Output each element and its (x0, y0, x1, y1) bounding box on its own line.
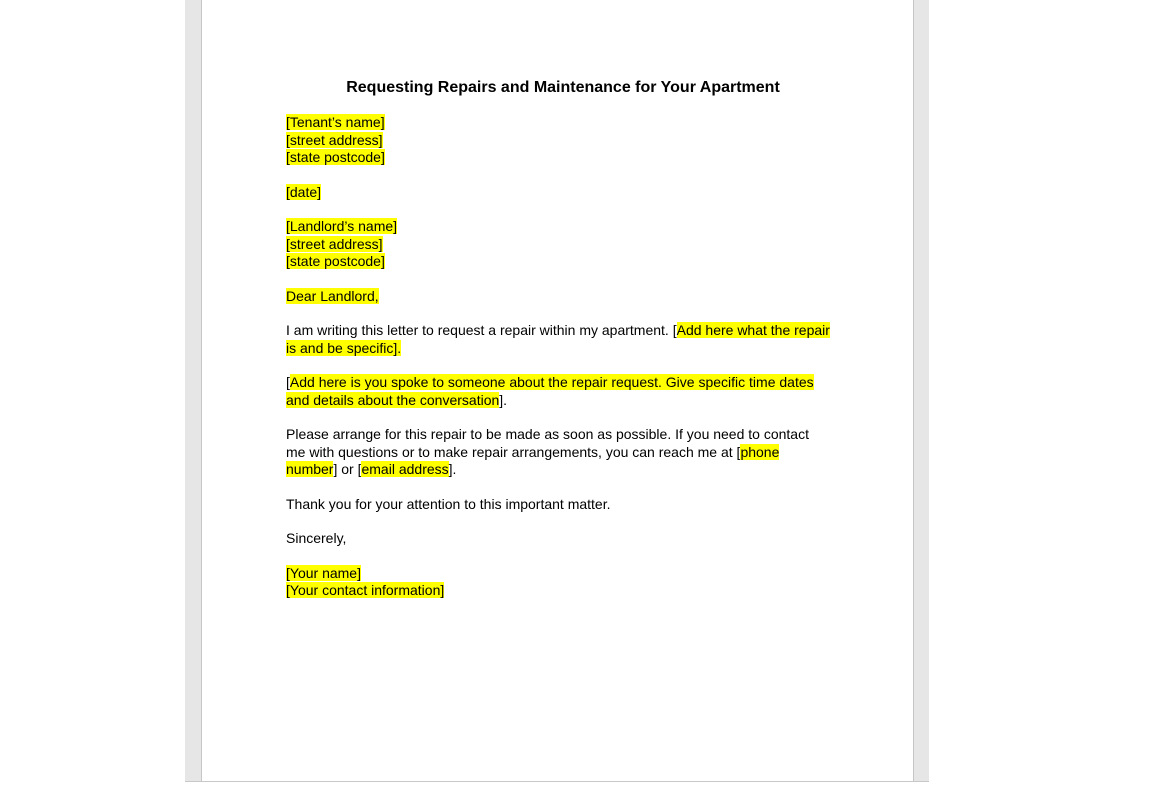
email-placeholder: email address (361, 461, 449, 477)
date-block (286, 184, 834, 202)
closing-text: Sincerely, (286, 530, 347, 546)
paragraph-conversation (286, 374, 834, 409)
letter-date: [date] (286, 183, 322, 200)
p1-placeholder-1: Add here what the repair (676, 322, 830, 338)
landlord-state: [state postcode] (286, 253, 385, 269)
tenant-street: [street address] (286, 131, 383, 148)
p2-open: [ (286, 374, 290, 390)
salutation: Dear Landlord, (286, 287, 379, 304)
phone-placeholder-2: number (286, 461, 334, 477)
p3-end: ]. (448, 461, 457, 477)
paragraph-contact (286, 426, 834, 479)
thanks-text: Thank you for your attention to this important matter. (286, 495, 611, 512)
closing-block (286, 530, 834, 548)
salutation-block (286, 288, 834, 306)
phone-placeholder-1: phone (740, 443, 780, 460)
signature-contact: [Your contact information] (286, 582, 445, 598)
p3-line2: me with questions or to make repair arrangements, you can reach me at [ (286, 443, 741, 460)
p3-line1: Please arrange for this repair to be made as soon as possible. If you need to contact (286, 426, 809, 442)
paragraph-thanks (286, 496, 834, 514)
document-page[interactable] (201, 0, 914, 781)
paragraph-repair-request (286, 322, 834, 357)
p2-close: ]. (499, 391, 508, 408)
letter-title: Requesting Repairs and Maintenance for Your Apartment (346, 79, 780, 96)
landlord-street: [street address] (286, 235, 383, 252)
p1-text: I am writing this letter to request a repair within my apartment. [ (286, 322, 677, 338)
letter-body (286, 78, 834, 617)
signature-block (286, 565, 834, 600)
landlord-address-block (286, 218, 834, 271)
tenant-state: [state postcode] (286, 149, 385, 165)
p1-placeholder-2: is and be specific]. (286, 339, 402, 356)
p2-placeholder-1: Add here is you spoke to someone about the repair request. Give specific time dates (289, 374, 814, 390)
p2-placeholder-2: and details about the conversation (286, 391, 500, 408)
p3-mid: ] or [ (333, 461, 362, 477)
tenant-name: [Tenant’s name] (286, 114, 385, 130)
signature-name: [Your name] (286, 564, 361, 581)
landlord-name: [Landlord’s name] (286, 218, 398, 234)
tenant-address-block (286, 114, 834, 167)
